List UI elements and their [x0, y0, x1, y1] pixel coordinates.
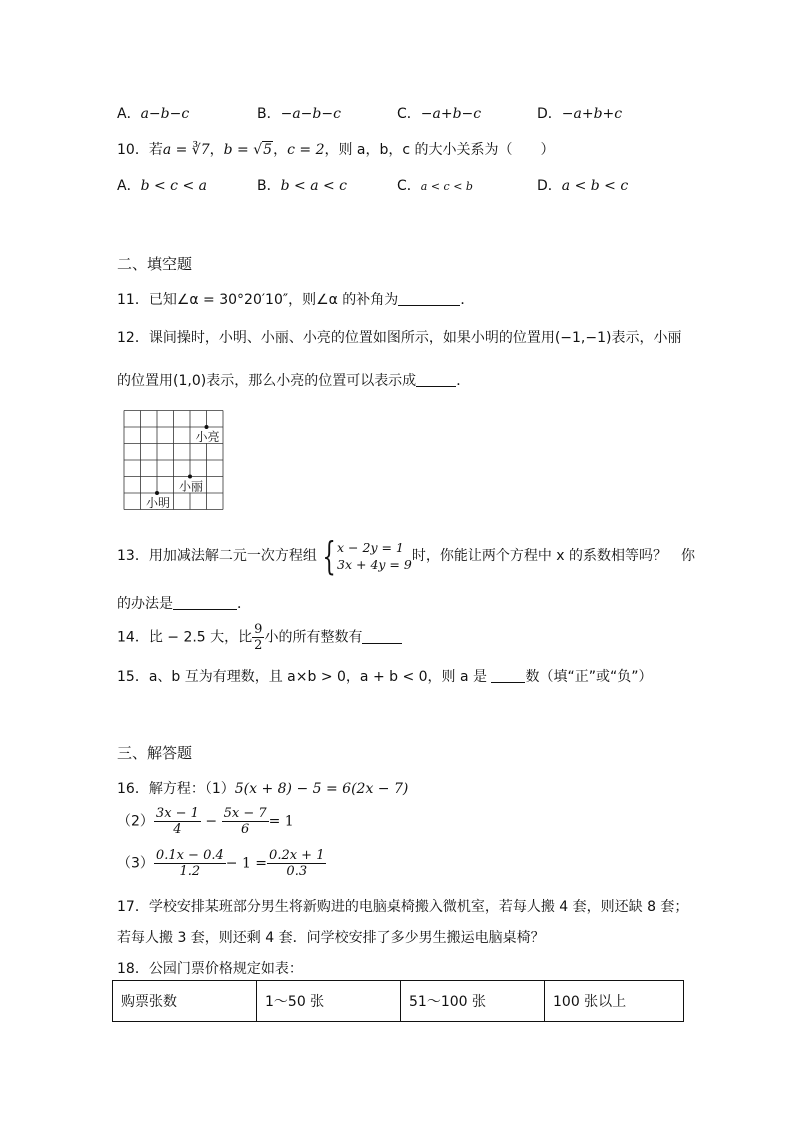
q9-options [117, 103, 622, 123]
grid-point-label: 小丽 [179, 479, 204, 494]
position-grid-figure [122, 409, 228, 513]
table-cell: 100 张以上 [545, 981, 684, 1022]
table-cell: 51～100 张 [401, 981, 545, 1022]
q13-line2 [117, 593, 251, 613]
table-cell: 购票张数 [113, 981, 257, 1022]
q14-fraction [252, 622, 264, 653]
grid-point [188, 475, 192, 479]
grid-point [155, 491, 159, 495]
q16-prefix: 16．解方程：（1） [117, 781, 235, 797]
q15-answer-blank[interactable] [491, 668, 525, 683]
equation-system [317, 534, 412, 578]
q14-prefix: 14．比 − 2.5 大，比 [117, 629, 253, 646]
q10-option-a-letter: A． [117, 178, 141, 194]
q12-line2-text: 的位置用(1,0)表示，那么小亮的位置可以表示成 [117, 373, 417, 389]
q9-option-d: −a+b+c [561, 106, 623, 122]
q13-eq2: 3x + 4y = 9 [337, 557, 412, 572]
q12-answer-blank[interactable] [416, 372, 456, 387]
q13-prefix: 13．用加减法解二元一次方程组 [117, 548, 317, 564]
q10-a-def: a = ∛7 [162, 142, 210, 158]
q13-suffix: 时，你能让两个方程中 x 的系数相等吗？ 你 [411, 548, 696, 564]
q16-p3-frac2-den: 0.3 [286, 864, 308, 879]
q12-line2 [117, 370, 470, 390]
q9-option-a: a−b−c [140, 106, 190, 122]
grid-lines [124, 411, 223, 510]
q10-option-b-letter: B． [257, 178, 281, 194]
q14-question [117, 622, 402, 653]
q11-answer-blank[interactable] [398, 291, 460, 306]
q12-end: ． [456, 373, 471, 389]
q10-b-radicand: 5 [263, 142, 273, 158]
q13-end: ． [237, 596, 251, 612]
q14-suffix: 小的所有整数有 [264, 629, 363, 646]
q14-frac-den: 2 [254, 638, 263, 653]
q12-line1: 12．课间操时，小明、小丽、小亮的位置如图所示，如果小明的位置用(−1,−1)表示，小丽 [117, 330, 682, 346]
q16-part2: （2） $\frac{3x - 1}{4}$ − $\frac{5x - 7}{6}$ = 1 [117, 806, 294, 837]
table-cell: 1～50 张 [257, 981, 401, 1022]
q16-p3-frac1-num: 0.1x − 0.4 [155, 848, 224, 863]
q9-option-b-letter: B． [257, 106, 281, 122]
q14-frac-num: 9 [254, 622, 263, 637]
q15-suffix: 数（填“正”或“负”） [525, 669, 653, 685]
section-title-solve: 三、解答题 [117, 744, 193, 762]
grid-point [205, 425, 209, 429]
q10-option-c-letter: C． [397, 178, 421, 194]
grid-point-label: 小明 [146, 496, 171, 510]
q16-p3-frac2 [267, 848, 326, 879]
q16-p3-frac2-num: 0.2x + 1 [269, 848, 325, 863]
q13-question [117, 534, 696, 578]
q10-option-b: b < a < c [280, 178, 348, 194]
q9-option-c-letter: C． [397, 106, 421, 122]
q16-part3 [117, 848, 326, 879]
price-table [112, 980, 684, 1022]
q10-b-lhs: b = [223, 142, 249, 158]
q10-option-a: b < c < a [140, 178, 207, 194]
q13-line2-text: 的办法是 [117, 596, 173, 612]
q15-question [117, 666, 653, 686]
q13-answer-blank[interactable] [173, 595, 237, 610]
q10-option-d: a < b < c [561, 178, 629, 194]
q10-c-def: c = 2 [287, 142, 325, 158]
q16-p2-frac1 [154, 806, 201, 837]
q14-answer-blank[interactable] [362, 629, 402, 644]
q10-question: 10．若a = ∛7，b = √5，c = 2，则 a，b，c 的大小关系为（ ） [117, 142, 555, 158]
q10-suffix: ，则 a，b，c 的大小关系为（ ） [324, 142, 555, 158]
q10-options [117, 175, 628, 195]
q10-option-d-letter: D． [537, 178, 562, 194]
q13-eq1: x − 2y = 1 [337, 540, 404, 555]
q15-text: 15．a、b 互为有理数，且 a×b > 0，a + b < 0，则 a 是 [117, 669, 488, 685]
q16-p2-frac2 [222, 806, 269, 837]
q17-line2: 若每人搬 3 套，则还剩 4 套．问学校安排了多少男生搬运电脑桌椅？ [117, 930, 545, 946]
q18-text: 18．公园门票价格规定如表： [117, 961, 303, 977]
q9-option-c: −a+b−c [420, 106, 482, 122]
section-title-fill-in: 二、填空题 [117, 255, 193, 273]
grid-points [145, 425, 221, 510]
q16-eq1: 5(x + 8) − 5 = 6(2x − 7) [234, 781, 409, 797]
q16-p2-frac2-den: 6 [240, 822, 250, 837]
q16-p3-frac1-den: 1.2 [179, 864, 201, 879]
brace-symbol: { [322, 534, 336, 578]
grid-point-label: 小亮 [195, 430, 220, 444]
q17-line1: 17．学校安排某班部分男生将新购进的电脑桌椅搬入微机室，若每人搬 4 套，则还缺 8 套； [117, 899, 689, 915]
q10-prefix: 10．若 [117, 142, 163, 158]
q16-p2-frac1-num: 3x − 1 [155, 806, 199, 821]
q16-p2-frac1-den: 4 [173, 822, 182, 837]
q16-p3-mid: − 1 = [225, 855, 268, 872]
q16-part1 [117, 778, 408, 798]
q16-p2-rhs: = 1 [268, 813, 294, 830]
q11-end: ． [460, 292, 475, 308]
q11-text: 11．已知∠α = 30°20′10″，则∠α 的补角为 [117, 292, 399, 308]
q16-part3-label: （3） [117, 855, 154, 872]
q16-p2-frac2-num: 5x − 7 [223, 806, 267, 821]
q16-part2-label: （2） [117, 813, 154, 830]
q9-option-b: −a−b−c [280, 106, 341, 122]
q11-question [117, 289, 474, 309]
q9-option-a-letter: A． [117, 106, 141, 122]
q9-option-d-letter: D． [537, 106, 562, 122]
q10-option-c: a < c < b [420, 180, 473, 193]
table-row [113, 981, 684, 1022]
q16-p3-frac1 [154, 848, 226, 879]
